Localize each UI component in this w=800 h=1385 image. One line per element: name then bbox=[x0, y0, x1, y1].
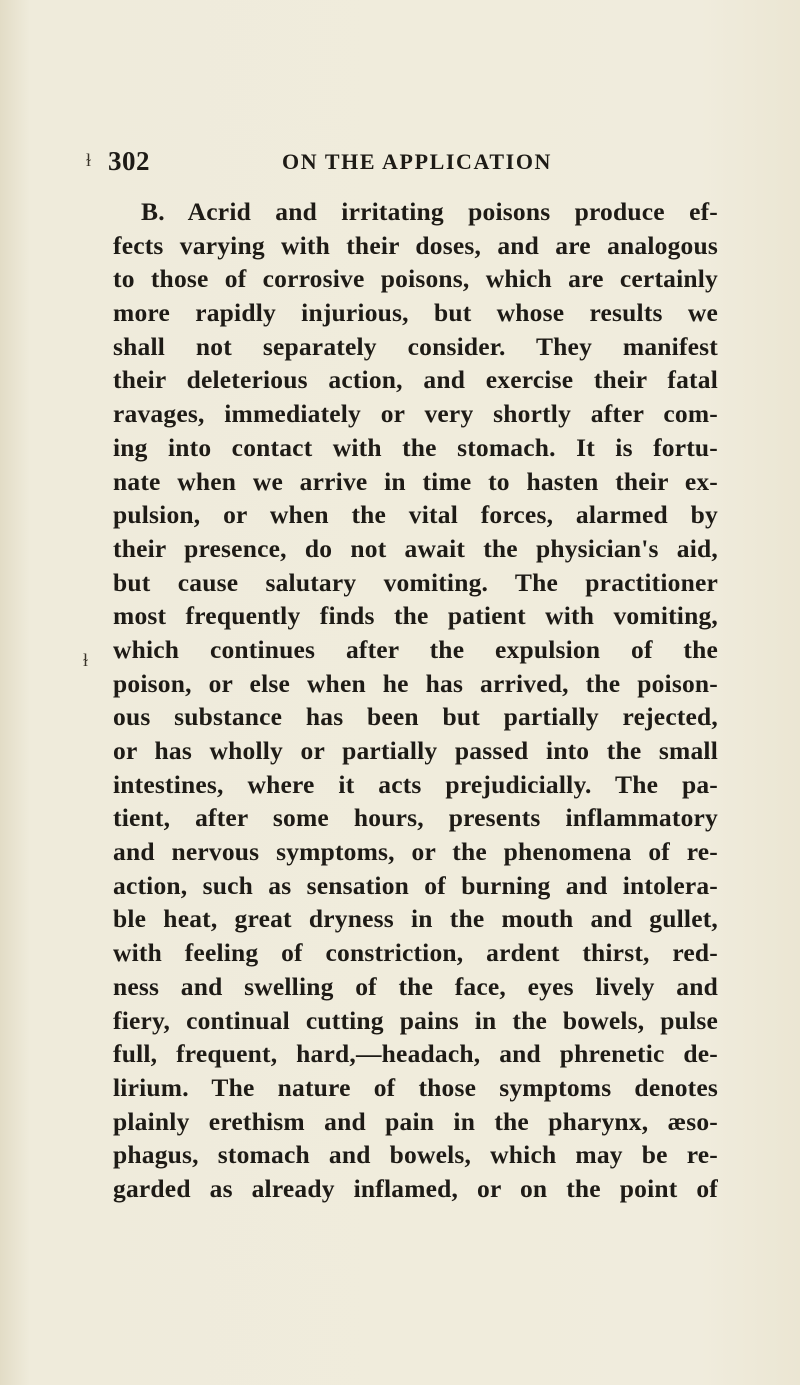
text-line: action, such as sensation of burning and intolera- bbox=[113, 870, 718, 900]
text-line: ble heat, great dryness in the mouth and gullet, bbox=[113, 904, 718, 934]
text-line: and nervous symptoms, or the phenomena of re- bbox=[113, 837, 718, 867]
text-line: ous substance has been but partially rejected, bbox=[113, 702, 718, 732]
page-number: 302 bbox=[108, 146, 150, 176]
text-line: which continues after the expulsion of the bbox=[113, 634, 718, 664]
text-line: plainly erethism and pain in the pharynx, æso- bbox=[113, 1106, 718, 1136]
text-line: their presence, do not await the physician's aid, bbox=[113, 533, 718, 563]
text-line: or has wholly or partially passed into the small bbox=[113, 736, 718, 765]
text-line: full, frequent, hard,—headach, and phrenetic de- bbox=[113, 1039, 718, 1069]
text-line: most frequently finds the patient with vomiting, bbox=[113, 601, 718, 631]
text-line: their deleterious action, and exercise their fatal bbox=[113, 365, 718, 395]
margin-mark: ɫ bbox=[86, 150, 92, 170]
text-line: more rapidly injurious, but whose results we bbox=[113, 298, 718, 328]
text-line: tient, after some hours, presents inflammatory bbox=[113, 803, 718, 833]
text-line: ing into contact with the stomach. It is fortu- bbox=[113, 432, 718, 462]
text-line: with feeling of constriction, ardent thirst, red- bbox=[113, 938, 718, 968]
body-paragraph bbox=[113, 195, 718, 1206]
text-line: phagus, stomach and bowels, which may be re- bbox=[113, 1140, 718, 1170]
text-line: shall not separately consider. They manifest bbox=[113, 331, 718, 361]
running-head bbox=[108, 146, 708, 178]
text-line: fiery, continual cutting pains in the bowels, pulse bbox=[113, 1005, 718, 1035]
text-line: B. Acrid and irritating poisons produce ef- bbox=[141, 197, 718, 226]
text-line: ness and swelling of the face, eyes lively and bbox=[113, 971, 718, 1001]
margin-mark: ɫ bbox=[83, 650, 89, 670]
text-line: garded as already inflamed, or on the point of bbox=[113, 1173, 718, 1203]
text-line: intestines, where it acts prejudicially. The pa- bbox=[113, 769, 718, 799]
running-title: ON THE APPLICATION bbox=[282, 149, 553, 174]
text-line: fects varying with their doses, and are analogous bbox=[113, 230, 718, 260]
text-line: pulsion, or when the vital forces, alarmed by bbox=[113, 500, 718, 530]
text-line: but cause salutary vomiting. The practitioner bbox=[113, 567, 718, 597]
text-line: ravages, immediately or very shortly after com- bbox=[113, 399, 718, 429]
text-line: poison, or else when he has arrived, the poison- bbox=[113, 668, 718, 698]
text-line: nate when we arrive in time to hasten their ex- bbox=[113, 466, 718, 496]
text-line: lirium. The nature of those symptoms denotes bbox=[113, 1072, 718, 1102]
text-line: to those of corrosive poisons, which are certainly bbox=[113, 264, 718, 294]
